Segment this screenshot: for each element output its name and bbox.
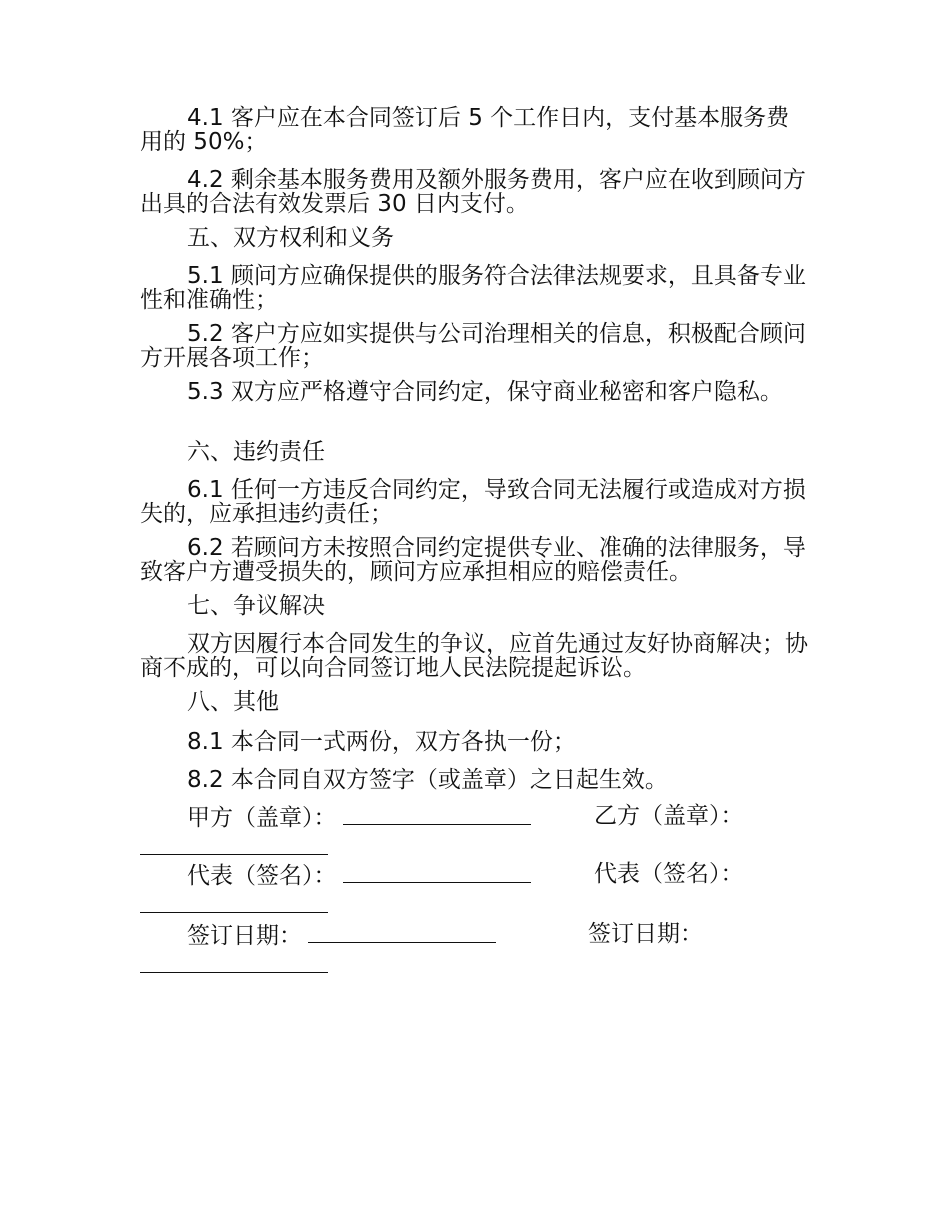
date-b-blank[interactable] bbox=[140, 948, 328, 973]
clause-5-2: 5.2 客户方应如实提供与公司治理相关的信息，积极配合顾问方开展各项工作； bbox=[140, 321, 806, 371]
section-5-heading: 五、双方权利和义务 bbox=[187, 225, 394, 251]
section-6-heading: 六、违约责任 bbox=[187, 439, 325, 465]
clause-4-1: 4.1 客户应在本合同签订后 5 个工作日内，支付基本服务费用的 50%； bbox=[140, 105, 790, 155]
date-a bbox=[187, 920, 496, 950]
party-a-seal bbox=[187, 802, 531, 832]
clause-6-1: 6.1 任何一方违反合同约定，导致合同无法履行或造成对方损失的，应承担违约责任； bbox=[140, 477, 806, 527]
rep-a-label: 代表（签名）： bbox=[187, 863, 337, 889]
section-8-heading: 八、其他 bbox=[187, 689, 279, 715]
date-b bbox=[588, 920, 703, 948]
party-b-seal-label: 乙方（盖章）： bbox=[594, 803, 744, 829]
date-a-blank[interactable] bbox=[308, 920, 496, 943]
party-a-seal-blank[interactable] bbox=[343, 802, 531, 825]
party-b-seal-blank[interactable] bbox=[140, 830, 328, 855]
clause-4-2: 4.2 剩余基本服务费用及额外服务费用，客户应在收到顾问方出具的合法有效发票后 30 日内支付。 bbox=[140, 167, 806, 217]
clause-8-2: 8.2 本合同自双方签字（或盖章）之日起生效。 bbox=[187, 767, 668, 793]
clause-5-1: 5.1 顾问方应确保提供的服务符合法律法规要求，且具备专业性和准确性； bbox=[140, 263, 806, 313]
rep-a-blank[interactable] bbox=[343, 860, 531, 883]
party-b-seal bbox=[594, 802, 744, 830]
date-b-label: 签订日期： bbox=[588, 921, 703, 947]
rep-a bbox=[187, 860, 531, 890]
clause-5-3: 5.3 双方应严格遵守合同约定，保守商业秘密和客户隐私。 bbox=[187, 379, 783, 405]
section-7-heading: 七、争议解决 bbox=[187, 593, 325, 619]
signature-row-seal bbox=[140, 802, 820, 862]
clause-6-2: 6.2 若顾问方未按照合同约定提供专业、准确的法律服务，导致客户方遭受损失的，顾问方应承担相应的赔偿责任。 bbox=[140, 535, 806, 585]
date-a-label: 签订日期： bbox=[187, 923, 302, 949]
clause-7-1: 双方因履行本合同发生的争议，应首先通过友好协商解决；协商不成的，可以向合同签订地人民法院提起诉讼。 bbox=[140, 631, 808, 681]
rep-b bbox=[594, 860, 744, 888]
signature-row-date bbox=[140, 920, 820, 980]
signature-row-rep bbox=[140, 860, 820, 920]
clause-8-1: 8.1 本合同一式两份，双方各执一份； bbox=[187, 729, 576, 755]
party-a-seal-label: 甲方（盖章）： bbox=[187, 805, 337, 831]
rep-b-label: 代表（签名）： bbox=[594, 861, 744, 887]
rep-b-blank[interactable] bbox=[140, 888, 328, 913]
